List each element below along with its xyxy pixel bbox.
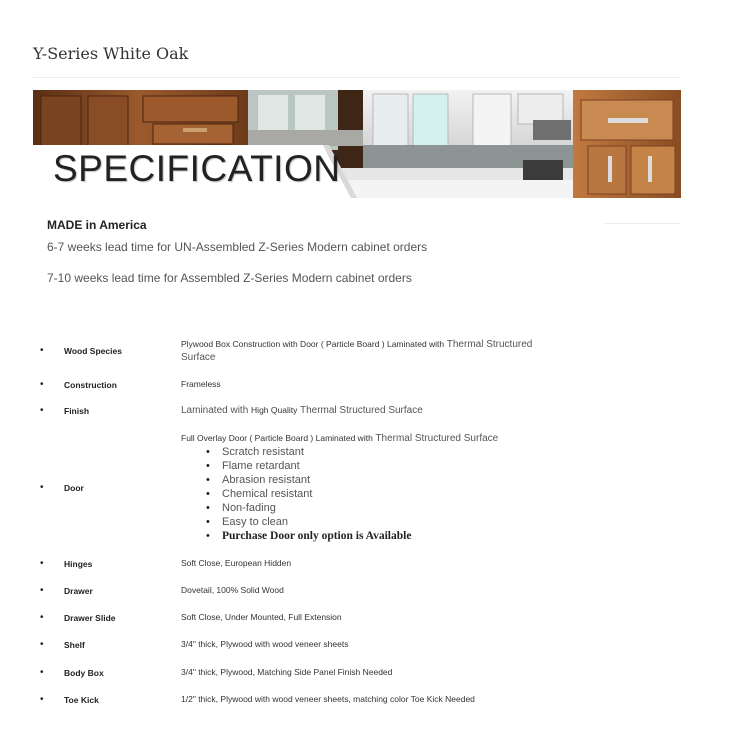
spec-label: Hinges <box>64 559 93 569</box>
spec-value-text: Plywood Box Construction with Door ( Particle Board ) Laminated with <box>181 339 445 349</box>
door-feature-item <box>206 487 411 501</box>
spec-label: Construction <box>64 380 117 390</box>
made-in-heading: MADE in America <box>47 218 147 232</box>
bullet-icon: • <box>206 446 210 458</box>
spec-label: Body Box <box>64 668 104 678</box>
door-feature-list <box>206 445 411 543</box>
specification-banner <box>33 90 681 198</box>
door-feature-text: Flame retardant <box>222 460 300 472</box>
door-only-option <box>206 529 411 543</box>
door-feature-item <box>206 445 411 459</box>
spec-value-quality: High Quality <box>251 405 298 415</box>
door-feature-text: Abrasion resistant <box>222 474 311 486</box>
spec-label: Toe Kick <box>64 695 99 705</box>
bullet-icon: • <box>40 639 44 650</box>
spec-value <box>181 338 561 364</box>
spec-label: Finish <box>64 406 90 416</box>
title-divider <box>33 77 680 78</box>
spec-value <box>181 432 561 445</box>
door-feature-text: Easy to clean <box>222 516 289 528</box>
spec-value: 3/4" thick, Plywood with wood veneer sheets <box>181 639 349 649</box>
page-title: Y-Series White Oak <box>33 44 189 63</box>
spec-value: 1/2" thick, Plywood with wood veneer sheets, matching color Toe Kick Needed <box>181 694 475 704</box>
bullet-icon: • <box>206 460 210 472</box>
bullet-icon: • <box>206 474 210 486</box>
bullet-icon: • <box>206 502 210 514</box>
door-feature-text: Chemical resistant <box>222 488 313 500</box>
door-feature-text: Scratch resistant <box>222 446 304 458</box>
door-feature-item <box>206 459 411 473</box>
bullet-icon: • <box>40 667 44 678</box>
lead-time-unassembled: 6-7 weeks lead time for UN-Assembled Z-Series Modern cabinet orders <box>47 240 428 254</box>
spec-label: Wood Species <box>64 346 122 356</box>
door-feature-item <box>206 501 411 515</box>
spec-value-text: Full Overlay Door ( Particle Board ) Laminated with <box>181 433 373 443</box>
spec-value-text: Laminated with <box>181 405 252 416</box>
bullet-icon: • <box>206 516 210 528</box>
spec-value: Frameless <box>181 379 221 389</box>
door-feature-item <box>206 473 411 487</box>
bullet-icon: • <box>40 612 44 623</box>
bullet-icon: • <box>40 558 44 569</box>
bullet-icon: • <box>40 405 44 416</box>
spec-value <box>181 404 561 417</box>
bullet-icon: • <box>40 585 44 596</box>
spec-value-highlight: Thermal Structured Surface <box>181 339 533 363</box>
spec-value: Soft Close, Under Mounted, Full Extension <box>181 612 342 622</box>
lead-time-assembled: 7-10 weeks lead time for Assembled Z-Series Modern cabinet orders <box>47 271 412 285</box>
spec-value: Soft Close, European Hidden <box>181 558 292 568</box>
spec-label: Shelf <box>64 640 85 650</box>
bullet-icon: • <box>206 530 210 542</box>
bullet-icon: • <box>40 694 44 705</box>
bullet-icon: • <box>40 379 44 390</box>
spec-value-highlight: Thermal Structured Surface <box>297 405 423 416</box>
door-feature-text: Non-fading <box>222 502 276 514</box>
section-divider <box>605 223 680 224</box>
spec-label: Drawer Slide <box>64 613 116 623</box>
banner-heading: SPECIFICATION <box>53 148 341 189</box>
bullet-icon: • <box>40 345 44 356</box>
door-feature-item <box>206 515 411 529</box>
spec-label: Drawer <box>64 586 93 596</box>
bullet-icon: • <box>206 488 210 500</box>
spec-label: Door <box>64 483 84 493</box>
bullet-icon: • <box>40 482 44 493</box>
door-feature-text: Purchase Door only option is Available <box>222 530 412 542</box>
spec-value: Dovetail, 100% Solid Wood <box>181 585 284 595</box>
spec-value: 3/4" thick, Plywood, Matching Side Panel Finish Needed <box>181 667 393 677</box>
spec-value-highlight: Thermal Structured Surface <box>372 433 499 444</box>
